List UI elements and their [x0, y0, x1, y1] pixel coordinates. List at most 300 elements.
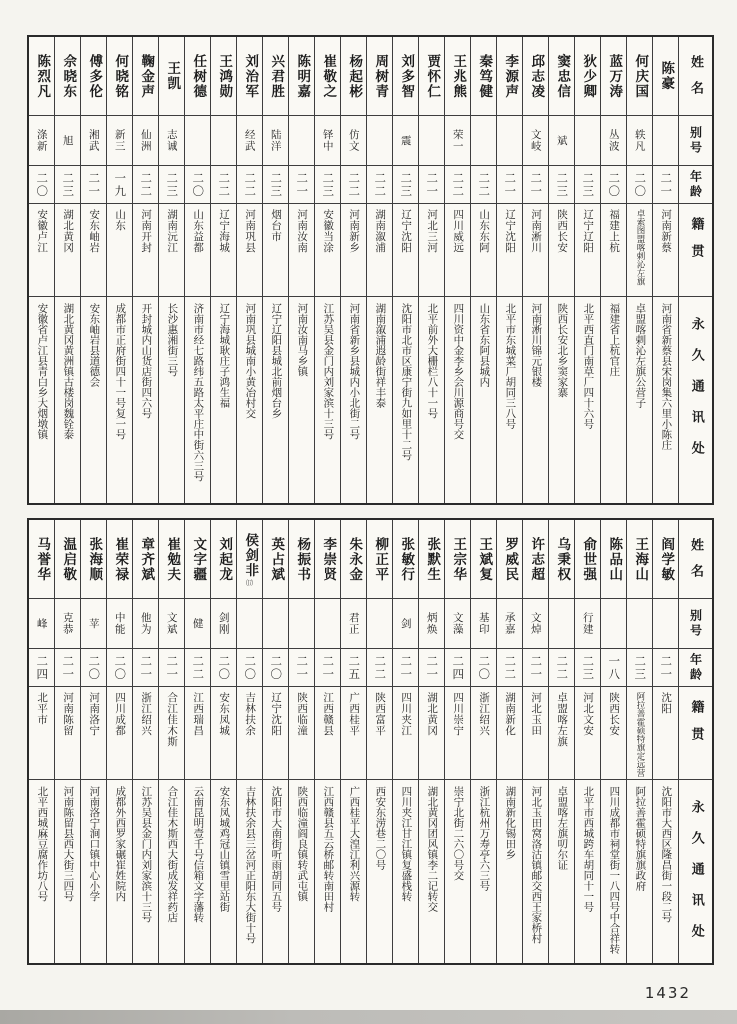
person-age-cell	[575, 166, 600, 204]
person-column	[106, 520, 132, 963]
person-column	[574, 520, 600, 963]
person-age: 二〇	[217, 654, 232, 681]
person-age-cell	[393, 166, 418, 204]
person-address-cell	[55, 780, 80, 963]
person-alias-cell	[159, 599, 184, 649]
person-age: 二一	[295, 654, 310, 681]
person-native: 吉林扶余	[244, 692, 257, 736]
person-alias-cell	[393, 599, 418, 649]
person-address: 成都市正府街四十一号复一号	[114, 303, 127, 440]
person-native: 陕西长安	[556, 209, 569, 253]
person-age: 二一	[659, 654, 674, 681]
person-address-cell	[549, 780, 574, 963]
person-address-cell	[393, 780, 418, 963]
person-alias: 斌	[555, 134, 568, 147]
person-address: 成都外西罗家碾崔姓院内	[114, 786, 127, 902]
person-address: 河南省新乡县城内小北街二号	[348, 303, 361, 440]
person-address: 安东凤城鸡冠山镇雪里站街	[218, 786, 231, 912]
person-name-cell	[133, 520, 158, 599]
person-name-cell	[601, 37, 626, 116]
person-age-cell	[367, 166, 392, 204]
person-column	[210, 37, 236, 503]
person-address-cell	[523, 297, 548, 503]
person-age: 二三	[399, 171, 414, 198]
person-alias-cell	[445, 116, 470, 166]
person-address: 湖北黄冈团风镇李二记转交	[426, 786, 439, 912]
person-native: 卓索图盟喀剌沁左旗	[634, 209, 645, 286]
person-address-cell	[445, 780, 470, 963]
person-native: 河南新蔡	[660, 209, 673, 253]
person-alias-cell	[341, 599, 366, 649]
person-column	[600, 37, 626, 503]
person-native-cell	[653, 204, 678, 297]
person-column	[288, 37, 314, 503]
person-native-cell	[315, 687, 340, 780]
person-name-cell	[211, 37, 236, 116]
person-alias: 君正	[347, 612, 360, 635]
person-native: 安徽卢江	[36, 209, 49, 253]
person-alias-cell	[523, 599, 548, 649]
person-native-cell	[367, 687, 392, 780]
person-address: 北平西城麻豆腐作坊八号	[36, 786, 49, 902]
person-address: 广西桂平大湟江利兴源转	[348, 786, 361, 902]
person-age: 二二	[243, 171, 258, 198]
person-native: 合江佳木斯	[166, 692, 179, 747]
person-age-cell	[211, 649, 236, 687]
person-address-cell	[471, 297, 496, 503]
person-age: 二一	[321, 654, 336, 681]
person-alias-cell	[445, 599, 470, 649]
person-alias-cell	[419, 116, 444, 166]
person-age-cell	[627, 649, 652, 687]
person-name: 刘起龙	[216, 536, 233, 582]
person-age-cell	[575, 649, 600, 687]
person-native: 河南汝南	[296, 209, 309, 253]
person-column	[496, 37, 522, 503]
person-age: 二二	[373, 654, 388, 681]
person-address-cell	[549, 297, 574, 503]
person-alias-cell	[575, 599, 600, 649]
person-name: 鞠金声	[138, 53, 155, 99]
person-name-cell	[523, 520, 548, 599]
person-age: 二四	[35, 654, 50, 681]
person-alias: 文焯	[529, 612, 542, 635]
person-age: 二三	[581, 171, 596, 198]
person-alias-cell	[29, 116, 54, 166]
person-native: 河南淅川	[530, 209, 543, 253]
person-address-cell	[341, 297, 366, 503]
person-name-cell	[185, 37, 210, 116]
person-address-cell	[341, 780, 366, 963]
person-age-cell	[263, 649, 288, 687]
person-age: 二一	[425, 171, 440, 198]
person-alias-cell	[289, 116, 314, 166]
person-native-cell	[341, 204, 366, 297]
person-alias: 苹	[87, 617, 100, 630]
person-address-cell	[653, 297, 678, 503]
person-age-cell	[159, 649, 184, 687]
person-column	[54, 520, 80, 963]
person-age: 一九	[113, 171, 128, 198]
person-native: 安东凤城	[218, 692, 231, 736]
person-age-cell	[419, 649, 444, 687]
person-age-cell	[133, 649, 158, 687]
person-address-cell	[315, 297, 340, 503]
person-address: 陕西长安北乡窦家寨	[556, 303, 569, 398]
person-native: 江西瑞昌	[192, 692, 205, 736]
person-native-cell	[523, 204, 548, 297]
person-native: 安东岫岩	[88, 209, 101, 253]
person-column	[548, 520, 574, 963]
person-name-cell	[393, 520, 418, 599]
header-column	[678, 37, 712, 503]
person-native: 卓盟喀左旗	[556, 692, 569, 747]
person-name-cell	[237, 520, 262, 599]
person-name-cell	[185, 520, 210, 599]
person-native-cell	[367, 204, 392, 297]
person-age-cell	[601, 649, 626, 687]
person-native-cell	[133, 687, 158, 780]
person-alias-cell	[237, 116, 262, 166]
person-age: 二二	[347, 171, 362, 198]
person-alias-cell	[601, 599, 626, 649]
person-address: 湖北黄冈黄洲镇古楼岗魏铨泰	[62, 303, 75, 440]
person-address: 合江佳木斯西大街成发祥药店	[166, 786, 179, 923]
person-alias-cell	[237, 599, 262, 649]
person-native: 辽宁沈阳	[400, 209, 413, 253]
person-column	[106, 37, 132, 503]
person-alias: 他为	[139, 612, 152, 635]
person-name: 张默生	[424, 536, 441, 582]
person-column	[29, 37, 54, 503]
person-name-cell	[575, 520, 600, 599]
person-address-cell	[237, 780, 262, 963]
page-content	[27, 35, 714, 965]
person-address: 云南昆明壹千号信箱文字藩转	[192, 786, 205, 923]
person-alias-cell	[159, 116, 184, 166]
person-name: 侯剑非	[242, 532, 259, 578]
person-name: 任树德	[190, 53, 207, 99]
person-address: 河南洛宁涧口镇中心小学	[88, 786, 101, 902]
person-address-cell	[133, 297, 158, 503]
person-address: 河南巩县城南小黄冶村交	[244, 303, 257, 419]
person-age: 二〇	[35, 171, 50, 198]
person-address-cell	[419, 780, 444, 963]
person-native: 河南洛宁	[88, 692, 101, 736]
person-name: 王兆熊	[450, 53, 467, 99]
person-age: 二二	[477, 171, 492, 198]
person-native: 陕西富平	[374, 692, 387, 736]
person-age-cell	[393, 649, 418, 687]
person-alias-cell	[393, 116, 418, 166]
person-age-cell	[445, 166, 470, 204]
person-name: 贾怀仁	[424, 53, 441, 99]
person-native: 河南巩县	[244, 209, 257, 253]
person-alias-cell	[341, 116, 366, 166]
person-age: 二一	[529, 171, 544, 198]
person-native-cell	[419, 204, 444, 297]
person-age-cell	[211, 166, 236, 204]
person-native-cell	[471, 204, 496, 297]
person-native: 辽宁辽阳	[582, 209, 595, 253]
person-name: 窦忠信	[554, 53, 571, 99]
person-address-cell	[159, 780, 184, 963]
person-name: 狄少卿	[580, 53, 597, 99]
person-name-cell	[471, 520, 496, 599]
person-age-cell	[237, 649, 262, 687]
person-address: 沈阳市大南街听雨胡同五号	[270, 786, 283, 912]
person-age: 二〇	[87, 654, 102, 681]
person-native: 陕西长安	[608, 692, 621, 736]
person-native: 陕西临潼	[296, 692, 309, 736]
person-native-cell	[393, 204, 418, 297]
person-address-cell	[575, 780, 600, 963]
person-name: 秦笃健	[476, 53, 493, 99]
person-column	[184, 37, 210, 503]
header-address-label-cell	[679, 297, 712, 503]
person-address: 江苏吴县金门内刘家滨十三号	[322, 303, 335, 440]
person-age-cell	[107, 649, 132, 687]
person-age-cell	[497, 166, 522, 204]
person-name: 王海山	[632, 536, 649, 582]
header-name-label: 姓名	[688, 538, 703, 590]
person-address: 辽宁辽阳县城北前烟台乡	[270, 303, 283, 419]
person-native: 烟台市	[270, 209, 283, 242]
person-name: 陈烈凡	[34, 53, 51, 99]
person-alias: 峰	[35, 617, 48, 630]
person-age: 二三	[321, 171, 336, 198]
person-native-cell	[289, 687, 314, 780]
person-address-cell	[29, 780, 54, 963]
person-alias-cell	[185, 116, 210, 166]
header-alias-label: 别号	[688, 125, 703, 156]
person-age: 二〇	[113, 654, 128, 681]
person-alias: 炳焕	[425, 612, 438, 635]
page-number: 1432	[644, 984, 691, 1002]
person-address: 辽宁海城耿庄子鸿生福	[218, 303, 231, 408]
person-alias: 仿文	[347, 129, 360, 152]
header-name-label-cell	[679, 520, 712, 599]
header-native-label: 籍贯	[688, 700, 704, 754]
person-native: 河北三河	[426, 209, 439, 253]
person-name: 刘治军	[242, 53, 259, 99]
person-name-cell	[159, 520, 184, 599]
person-age: 二一	[529, 654, 544, 681]
person-alias: 丛波	[607, 129, 620, 152]
person-name: 俞世强	[580, 536, 597, 582]
person-name: 温启敬	[60, 536, 77, 582]
person-native: 湖北黄冈	[426, 692, 439, 736]
person-alias: 文岐	[529, 129, 542, 152]
person-native-cell	[263, 204, 288, 297]
person-alias-cell	[107, 599, 132, 649]
person-alias-cell	[497, 116, 522, 166]
person-address-cell	[263, 297, 288, 503]
person-age-cell	[107, 166, 132, 204]
person-age: 二四	[451, 654, 466, 681]
person-native-cell	[601, 687, 626, 780]
person-alias-cell	[211, 116, 236, 166]
person-native-cell	[341, 687, 366, 780]
person-column	[288, 520, 314, 963]
person-native-cell	[627, 204, 652, 297]
person-alias-cell	[29, 599, 54, 649]
person-alias-cell	[575, 116, 600, 166]
person-age: 二一	[425, 654, 440, 681]
person-alias-cell	[523, 116, 548, 166]
person-column	[340, 520, 366, 963]
person-age-cell	[185, 649, 210, 687]
person-name: 许志超	[528, 536, 545, 582]
person-alias-cell	[471, 599, 496, 649]
person-age: 二二	[217, 171, 232, 198]
person-native: 江西赣县	[322, 692, 335, 736]
person-name: 周树青	[372, 53, 389, 99]
person-column	[132, 520, 158, 963]
person-name: 杨起彬	[346, 53, 363, 99]
person-native-cell	[549, 204, 574, 297]
person-address-cell	[81, 297, 106, 503]
person-age: 一八	[607, 654, 622, 681]
person-address: 崇宁北街二六〇号交	[452, 786, 465, 881]
person-age: 二三	[633, 654, 648, 681]
person-age-cell	[419, 166, 444, 204]
person-column	[652, 37, 678, 503]
person-address: 陕西临潼阎良镇转武屯镇	[296, 786, 309, 902]
person-native: 湖南新化	[504, 692, 517, 736]
person-native-cell	[497, 204, 522, 297]
person-address-cell	[445, 297, 470, 503]
person-native-cell	[289, 204, 314, 297]
person-column	[418, 37, 444, 503]
person-age: 二一	[503, 171, 518, 198]
person-age-cell	[133, 166, 158, 204]
person-address: 河南省新蔡县宋岗集六里小陈庄	[660, 303, 673, 450]
person-native-cell	[81, 204, 106, 297]
person-native: 沈阳	[660, 692, 673, 714]
person-age-cell	[523, 649, 548, 687]
person-age-cell	[237, 166, 262, 204]
person-name: 王斌复	[476, 536, 493, 582]
person-column	[80, 37, 106, 503]
person-age-cell	[601, 166, 626, 204]
person-name-cell	[55, 37, 80, 116]
person-column	[314, 37, 340, 503]
person-column	[626, 520, 652, 963]
person-alias-cell	[55, 599, 80, 649]
person-age-cell	[315, 649, 340, 687]
person-column	[392, 37, 418, 503]
person-address-cell	[211, 780, 236, 963]
person-name-cell	[341, 520, 366, 599]
person-native-cell	[393, 687, 418, 780]
person-alias: 震	[399, 134, 412, 147]
header-column	[678, 520, 712, 963]
person-age-cell	[653, 649, 678, 687]
person-address-cell	[575, 297, 600, 503]
person-native: 四川夹江	[400, 692, 413, 736]
person-native-cell	[263, 687, 288, 780]
person-address: 四川资中金李乡会川源商号交	[452, 303, 465, 440]
person-age: 二一	[139, 654, 154, 681]
person-address: 河北玉田窝洛沽镇邮交西王家桥村	[530, 786, 543, 944]
person-age-cell	[29, 166, 54, 204]
person-address: 江苏吴县金门内刘家滨十三号	[140, 786, 153, 923]
person-alias-cell	[653, 599, 678, 649]
header-address-label: 永久通讯处	[688, 317, 704, 472]
person-address: 福建省上杭官庄	[608, 303, 621, 377]
person-address-cell	[159, 297, 184, 503]
person-native: 辽宁沈阳	[504, 209, 517, 253]
person-name-cell	[211, 520, 236, 599]
person-age: 二三	[555, 171, 570, 198]
person-name: 李源声	[502, 53, 519, 99]
person-alias: 新三	[113, 129, 126, 152]
person-age: 二二	[191, 654, 206, 681]
person-name: 陈明嘉	[294, 53, 311, 99]
header-alias-label: 别号	[688, 608, 703, 639]
person-address: 北平市东城菜厂胡同三八号	[504, 303, 517, 429]
person-column	[29, 520, 54, 963]
person-native-cell	[471, 687, 496, 780]
person-name-cell	[367, 520, 392, 599]
person-address-cell	[367, 297, 392, 503]
person-age-cell	[341, 649, 366, 687]
person-name-cell	[133, 37, 158, 116]
person-alias-cell	[367, 599, 392, 649]
person-name: 王鸿勋	[216, 53, 233, 99]
person-age-cell	[549, 649, 574, 687]
person-age-cell	[653, 166, 678, 204]
person-native: 山东	[114, 209, 127, 231]
person-address-cell	[185, 780, 210, 963]
person-name-cell	[237, 37, 262, 116]
person-name: 陈豪	[658, 61, 675, 91]
person-age: 二一	[165, 654, 180, 681]
person-column	[236, 37, 262, 503]
person-age: 二一	[87, 171, 102, 198]
person-native-cell	[575, 204, 600, 297]
person-name-cell	[549, 520, 574, 599]
person-age: 二五	[347, 654, 362, 681]
person-name: 兴君胜	[268, 53, 285, 99]
person-name-cell	[445, 520, 470, 599]
person-native-cell	[55, 687, 80, 780]
person-address-cell	[627, 297, 652, 503]
person-column	[80, 520, 106, 963]
person-native: 四川成都	[114, 692, 127, 736]
person-age: 二〇	[607, 171, 622, 198]
person-column	[236, 520, 262, 963]
person-column	[158, 520, 184, 963]
person-alias-cell	[367, 116, 392, 166]
person-native-cell	[29, 687, 54, 780]
person-address: 开封城内山货店街四六号	[140, 303, 153, 419]
person-age-cell	[471, 649, 496, 687]
person-column	[366, 37, 392, 503]
header-age-label: 年龄	[688, 652, 703, 683]
person-name: 阎学敏	[658, 536, 675, 582]
person-native: 河南开封	[140, 209, 153, 253]
person-alias: 承嘉	[503, 612, 516, 635]
person-alias: 剑刚	[217, 612, 230, 635]
person-native: 湖南溆浦	[374, 209, 387, 253]
person-native-cell	[445, 687, 470, 780]
person-age: 二三	[165, 171, 180, 198]
person-native: 四川威远	[452, 209, 465, 253]
person-age: 二二	[373, 171, 388, 198]
person-native: 福建上杭	[608, 209, 621, 253]
